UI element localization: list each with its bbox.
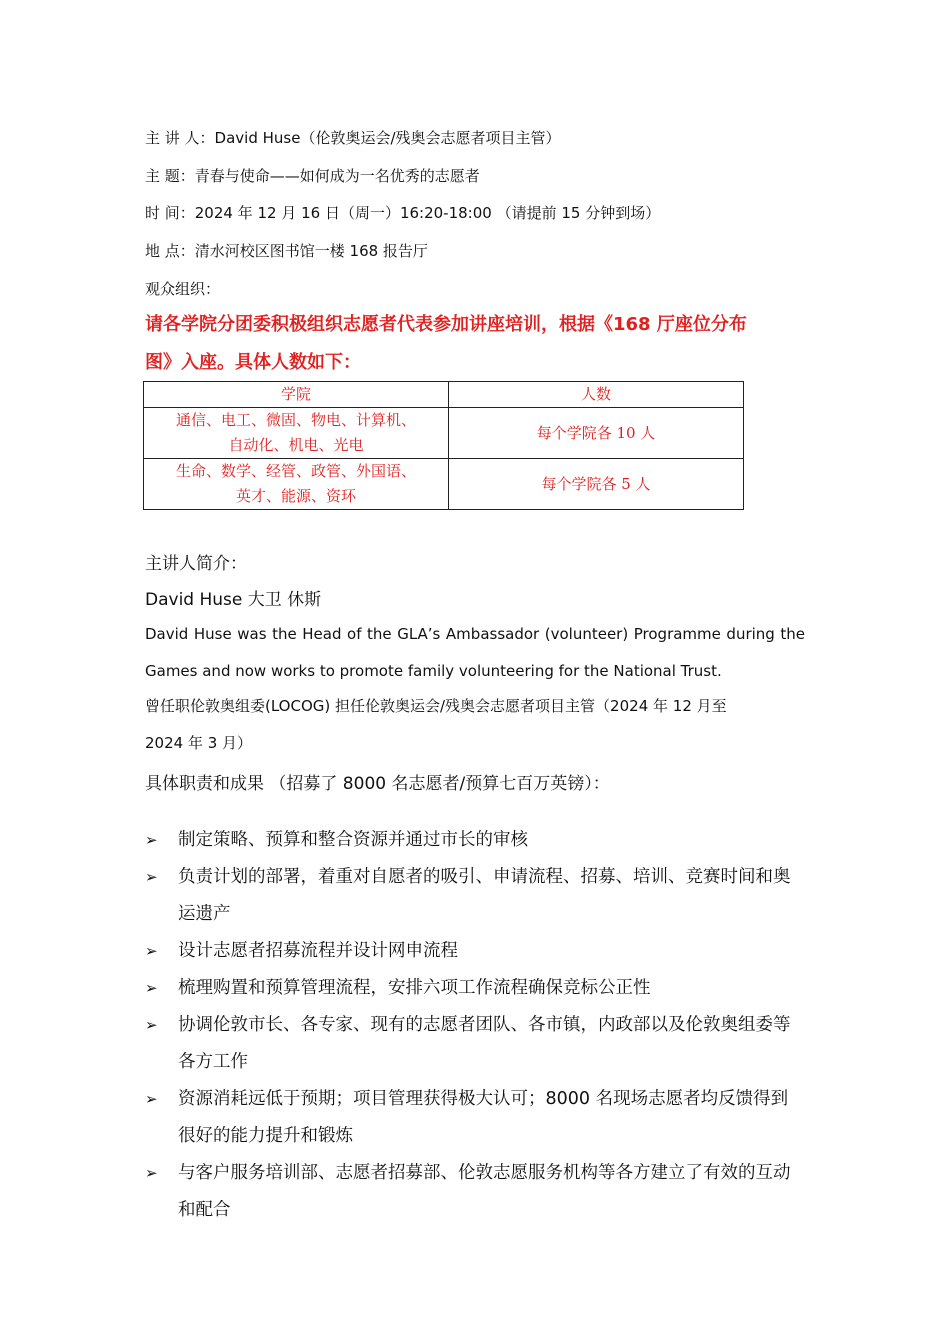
topic-line: 主 题：青春与使命——如何成为一名优秀的志愿者 [145,167,480,185]
arrow-bullet-icon: ➢ [145,1164,158,1182]
duties-list [145,822,805,1229]
list-item [145,1007,805,1081]
table-header-row [144,382,744,408]
bio-english-paragraph [145,616,805,690]
audience-label: 观众组织： [145,280,221,298]
list-item [145,970,805,1007]
table-header-count: 人数 [449,382,744,408]
bio-chinese-line: 2024 年 3 月） [145,734,253,752]
list-item [145,1155,805,1229]
list-item-text: 与客户服务培训部、志愿者招募部、伦敦志愿服务机构等各方建立了有效的互动和配合 [178,1163,791,1220]
table-header-college: 学院 [144,382,449,408]
table-cell-college [144,408,449,459]
list-item-text: 梳理购置和预算管理流程，安排六项工作流程确保竞标公正性 [178,978,651,998]
table-row [144,459,744,510]
list-item-text: 资源消耗远低于预期；项目管理获得极大认可；8000 名现场志愿者均反馈得到很好的能力提升和锻炼 [178,1089,789,1146]
arrow-bullet-icon: ➢ [145,942,158,960]
table-row [144,408,744,459]
speaker-line: 主 讲 人：David Huse（伦敦奥运会/残奥会志愿者项目主管） [145,129,561,147]
arrow-bullet-icon: ➢ [145,1090,158,1108]
bio-english-line: David Huse was the Head of the GLA’s Ambassador (volunteer) Programme during the [145,625,805,643]
arrow-bullet-icon: ➢ [145,868,158,886]
list-item [145,1081,805,1155]
college-line: 自动化、机电、光电 [228,436,364,454]
college-line: 通信、电工、微固、物电、计算机、 [175,411,416,429]
list-item [145,822,805,859]
place-line: 地 点：清水河校区图书馆一楼 168 报告厅 [145,242,428,260]
table-cell-college [144,459,449,510]
list-item-text: 制定策略、预算和整合资源并通过市长的审核 [178,830,528,850]
list-item [145,933,805,970]
duties-title: 具体职责和成果 （招募了 8000 名志愿者/预算七百万英镑）： [145,774,610,794]
table-cell-count: 每个学院各 10 人 [449,408,744,459]
college-line: 英才、能源、资环 [235,487,356,505]
list-item-text: 设计志愿者招募流程并设计网申流程 [178,941,458,961]
bio-english-line: Games and now works to promote family volunteering for the National Trust. [145,662,722,680]
college-line: 生命、数学、经管、政管、外国语、 [175,462,416,480]
time-line: 时 间：2024 年 12 月 16 日（周一）16:20-18:00 （请提前 15 分钟到场） [145,204,661,222]
list-item-text: 协调伦敦市长、各专家、现有的志愿者团队、各市镇，内政部以及伦敦奥组委等各方工作 [178,1015,791,1072]
list-item-text: 负责计划的部署，着重对自愿者的吸引、申请流程、招募、培训、竞赛时间和奥运遗产 [178,867,791,924]
speaker-name: David Huse 大卫 休斯 [145,590,322,610]
arrow-bullet-icon: ➢ [145,1016,158,1034]
bio-chinese-paragraph [145,688,805,762]
arrow-bullet-icon: ➢ [145,831,158,849]
list-item [145,859,805,933]
bio-chinese-line: 曾任职伦敦奥组委(LOCOG) 担任伦敦奥运会/残奥会志愿者项目主管（2024 年 12 月至 [145,697,727,715]
notice-line-1: 请各学院分团委积极组织志愿者代表参加讲座培训，根据《168 厅座位分布 [145,314,747,335]
notice-line-2: 图》入座。具体人数如下： [145,352,361,373]
arrow-bullet-icon: ➢ [145,979,158,997]
bio-title: 主讲人简介： [145,554,247,574]
table-cell-count: 每个学院各 5 人 [449,459,744,510]
seat-allocation-table [143,381,744,510]
